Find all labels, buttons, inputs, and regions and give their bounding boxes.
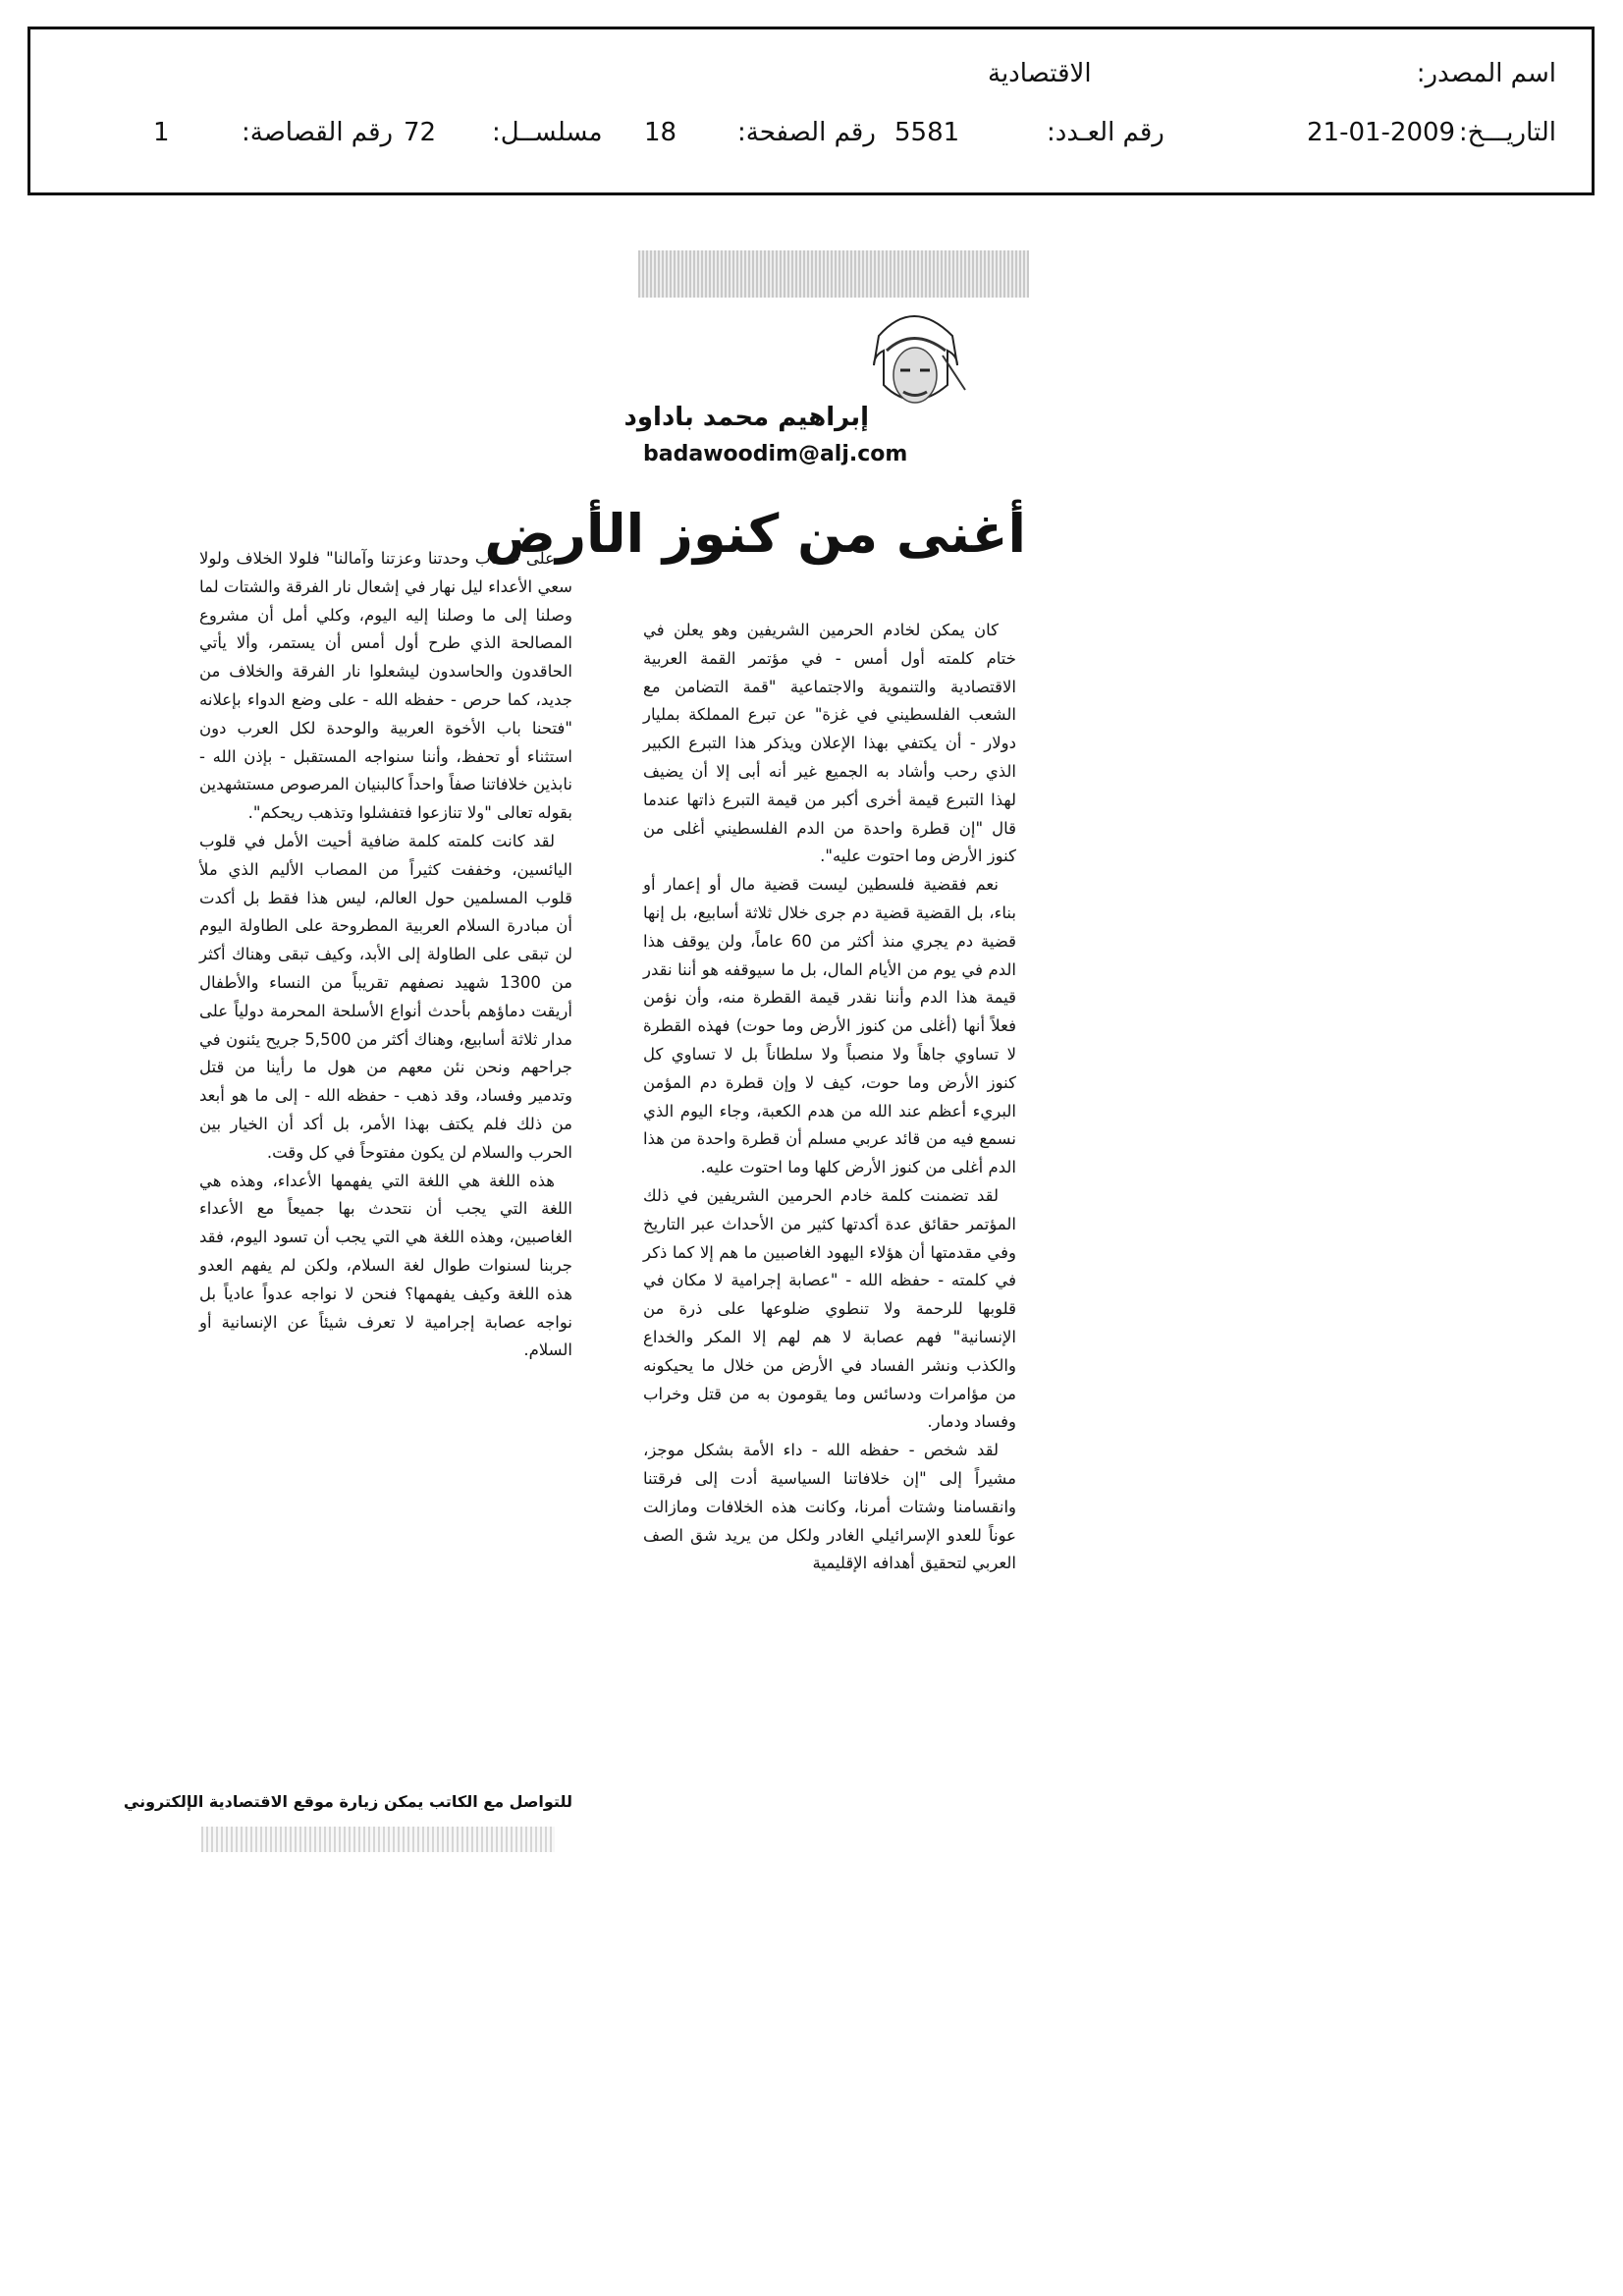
date-value: 21-01-2009 xyxy=(1307,118,1456,147)
paragraph: كان يمكن لخادم الحرمين الشريفين وهو يعلن في ختام كلمته أول أمس - في مؤتمر القمة العربية الاقتصادية والتنموية والاجتماعية "قمة التضامن مع الشعب الفلسطيني في غزة" عن تبرع المملكة بمليار دولار - أن يكتفي بهذا الإعلان ويذكر هذا التبرع الكبير الذي رحب وأشاد به الجميع غير أنه أبى إلا أن يضيف لهذا التبرع قيمة أخرى أكبر من قيمة التبرع ذاتها عندما قال "إن قطرة واحدة من الدم الفلسطيني أغلى من كنوز الأرض وما احتوت عليه". xyxy=(643,621,1016,866)
paragraph: لقد كانت كلمته كلمة ضافية أحيت الأمل في قلوب اليائسين، وخففت كثيراً من المصاب الأليم الذي ملأ قلوب المسلمين حول العالم، ليس هذا فقط بل أكدت أن مبادرة السلام العربية المطروحة على الطاولة اليوم لن تبقى على الطاولة إلى الأبد، وكيف تبقى وهناك أكثر من 1300 شهيد نصفهم تقريباً من النساء والأطفال أريقت دماؤهم بأحدث أنواع الأسلحة المحرمة دولياً على مدار ثلاثة أسابيع، وهناك أكثر من 5,500 جريح يئنون في جراحهم ونحن نئن معهم من هول ما رأينا من قتل وتدمير وفساد، وقد ذهب - حفظه الله - إلى ما هو أبعد من ذلك فلم يكتف بهذا الأمر، بل أكد أن الخيار بين الحرب والسلام لن يكون مفتوحاً في كل وقت. xyxy=(199,831,573,1162)
issue-label: رقم العـدد: xyxy=(1047,118,1164,147)
clipping-metadata-box xyxy=(27,27,1595,195)
paragraph: لقد تضمنت كلمة خادم الحرمين الشريفين في ذلك المؤتمر حقائق عدة أكدتها كثير من الأحداث عبر التاريخ وفي مقدمتها أن هؤلاء اليهود الغاصبين ما هم إلا كما ذكر في كلمته - حفظه الله - "عصابة إجرامية لا مكان في قلوبها للرحمة ولا تنطوي ضلوعها على ذرة من الإنسانية" فهم عصابة لا هم لهم إلا المكر والخداع والكذب ونشر الفساد في الأرض من خلال ما يحيكونه من مؤامرات ودسائس وما يقومون به من قتل وخراب وفساد ودمار. xyxy=(643,1185,1016,1432)
issue-value: 5581 xyxy=(894,118,960,147)
paragraph: لقد شخص - حفظه الله - داء الأمة بشكل موجز، مشيراً إلى "إن خلافاتنا السياسية أدت إلى فرقتنا وانقسامنا وشتات أمرنا، وكانت هذه الخلافات ومازالت عوناً للعدو الإسرائيلي الغادر ولكل من يريد شق الصف العربي لتحقيق أهدافه الإقليمية xyxy=(643,1441,1016,1573)
author-email: badawoodim@alj.com xyxy=(643,442,908,466)
source-value: الاقتصادية xyxy=(988,59,1092,88)
date-label: التاريـــخ: xyxy=(1458,118,1556,147)
contact-footer-note: للتواصل مع الكاتب يمكن زيارة موقع الاقتصادية الإلكتروني xyxy=(123,1792,572,1811)
clipping-number-value: 1 xyxy=(153,118,170,147)
scan-artifact xyxy=(201,1827,555,1852)
article-headline: أغنى من كنوز الأرض xyxy=(484,503,1026,565)
author-name: إبراهيم محمد باداود xyxy=(623,403,869,432)
paragraph: على حساب وحدتنا وعزتنا وآمالنا" فلولا الخلاف ولولا سعي الأعداء ليل نهار في إشعال نار الفرقة والشتات لما وصلنا إلى ما وصلنا إليه اليوم، وكلي أمل أن مشروع المصالحة الذي طرح أول أمس أن يستمر، وألا يأتي الحاقدون والحاسدون ليشعلوا نار الفرقة والخلاف من جديد، كما حرص - حفظه الله - على وضع الدواء بإعلانه "فتحنا باب الأخوة العربية والوحدة لكل العرب دون استثناء أو تحفظ، وأننا سنواجه المستقبل - بإذن الله - نابذين خلافاتنا صفاً واحداً كالبنيان المرصوص مستشهدين بقوله تعالى "ولا تنازعوا فتفشلوا وتذهب ريحكم". xyxy=(199,549,572,823)
paragraph: نعم فقضية فلسطين ليست قضية مال أو إعمار أو بناء، بل القضية قضية دم جرى خلال ثلاثة أسابيع، بل إنها قضية دم يجري منذ أكثر من 60 عاماً، ولن يوقف هذا الدم في يوم من الأيام المال، بل ما سيوقفه هو أننا نقدر قيمة هذا الدم وأننا نقدر قيمة القطرة منه، وأن نؤمن فعلاً أنها (أغلى من كنوز الأرض وما حوت) فهذه القطرة لا تساوي جاهاً ولا منصباً ولا سلطاناً بل لا تساوي كل كنوز الأرض وما حوت، كيف لا وإن قطرة دم المؤمن البريء أعظم عند الله من هدم الكعبة، وجاء اليوم الذي نسمع فيه من قائد عربي مسلم أن قطرة واحدة من هذا الدم أغلى من كنوز الأرض كلها وما احتوت عليه. xyxy=(643,875,1016,1177)
newspaper-clipping xyxy=(123,246,1036,2043)
source-label: اسم المصدر: xyxy=(1416,59,1556,88)
article-column-right xyxy=(643,617,1016,1578)
page-label: رقم الصفحة: xyxy=(737,118,876,147)
serial-label: مسلســل: xyxy=(492,118,603,147)
column-banner xyxy=(638,250,1029,298)
page-value: 18 xyxy=(644,118,677,147)
paragraph: هذه اللغة هي اللغة التي يفهمها الأعداء، وهذه هي اللغة التي يجب أن نتحدث بها جميعاً مع الأعداء الغاصبين، وهذه اللغة هي التي يجب أن تسود اليوم، فقد جربنا لسنوات طوال لغة السلام، ولكن لم يفهم العدو هذه اللغة وكيف يفهمها؟ فنحن لا نواجه عدواً عادياً بل نواجه عصابة إجرامية لا تعرف شيئاً عن الإنسانية أو السلام. xyxy=(199,1171,572,1360)
clipping-number-label: رقم القصاصة: xyxy=(242,118,394,147)
article-column-left xyxy=(199,545,572,1365)
serial-value: 72 xyxy=(404,118,437,147)
author-photo xyxy=(859,297,967,434)
